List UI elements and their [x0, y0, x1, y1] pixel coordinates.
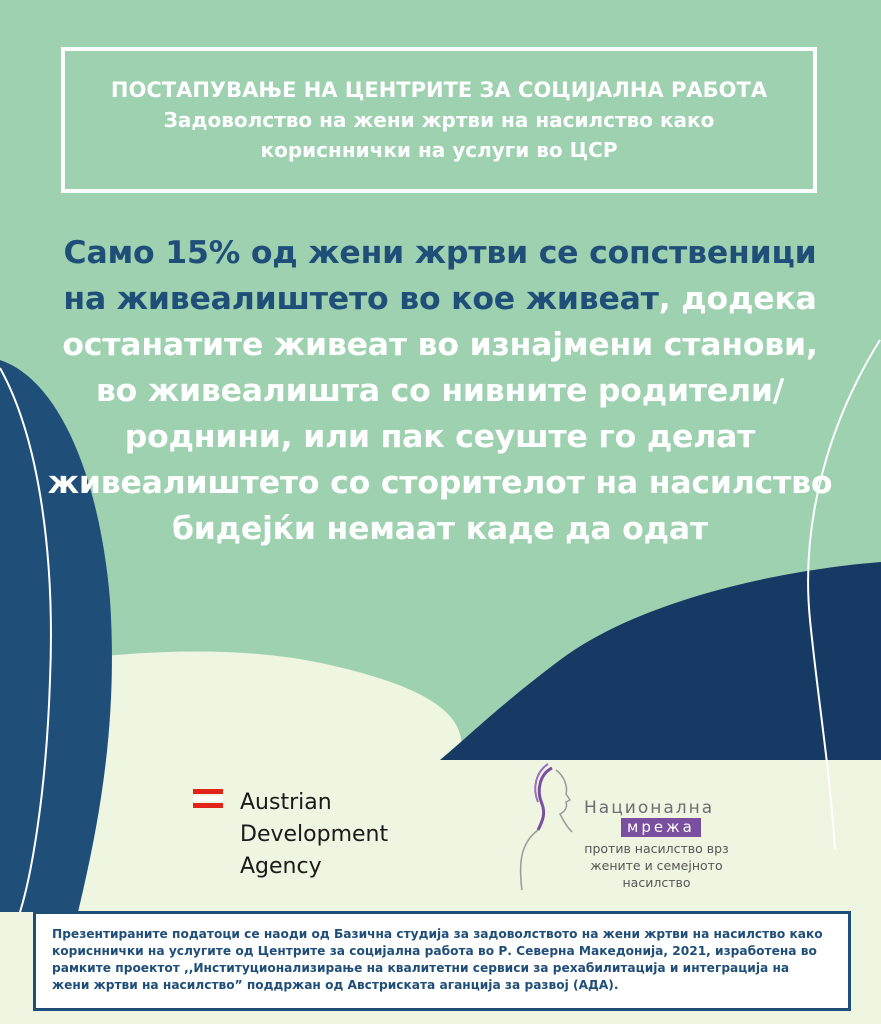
ada-line-3: Agency	[240, 854, 322, 879]
footer-source-box	[33, 911, 851, 1011]
subtitle-line-2: корисннички на услуги во ЦСР	[260, 138, 618, 162]
page-title: ПОСТАПУВАЊЕ НА ЦЕНТРИТЕ ЗА СОЦИЈАЛНА РАБОТА	[110, 78, 768, 102]
subtitle-line-1: Задоволство на жени жртви на насилство како	[163, 108, 715, 132]
national-network-line-1: Национална	[584, 798, 715, 818]
headline	[40, 230, 840, 552]
national-network-logo	[512, 760, 742, 900]
national-network-line-3: против насилство врз жените и семејното насилство	[584, 841, 729, 890]
austrian-flag-icon	[193, 789, 223, 810]
title-box	[61, 47, 817, 193]
ada-logo	[193, 787, 433, 887]
national-network-line-2: мрежа	[621, 818, 701, 837]
footer-source-text: Презентираните податоци се наоди од Базична студија за задоволството на жени жртви на насилство како корисннички на услугите од Центрите за социјална работа во Р. Северна Македонија, 2021, изработена во рамките проектот ,,Институционализирање на квалитетни сервиси за рехабилитација и интеграција на жени жртви на насилство” поддржан од Австриската аганција за развој (АДА).	[52, 927, 823, 992]
headline-highlight: Само 15% од жени жртви се сопственици на живеалиштето во кое живеат	[63, 235, 817, 317]
ada-line-2: Development	[240, 822, 389, 847]
ada-line-1: Austrian	[240, 790, 332, 815]
ada-logo-text	[240, 787, 388, 883]
headline-rest: , додека останатите живеат во изнајмени станови, во живеалишта со нивните родители/ роднини, или пак сеуште го делат живеалиштето со сторителот на насилство бидејќи немаат каде да одат	[47, 281, 833, 547]
